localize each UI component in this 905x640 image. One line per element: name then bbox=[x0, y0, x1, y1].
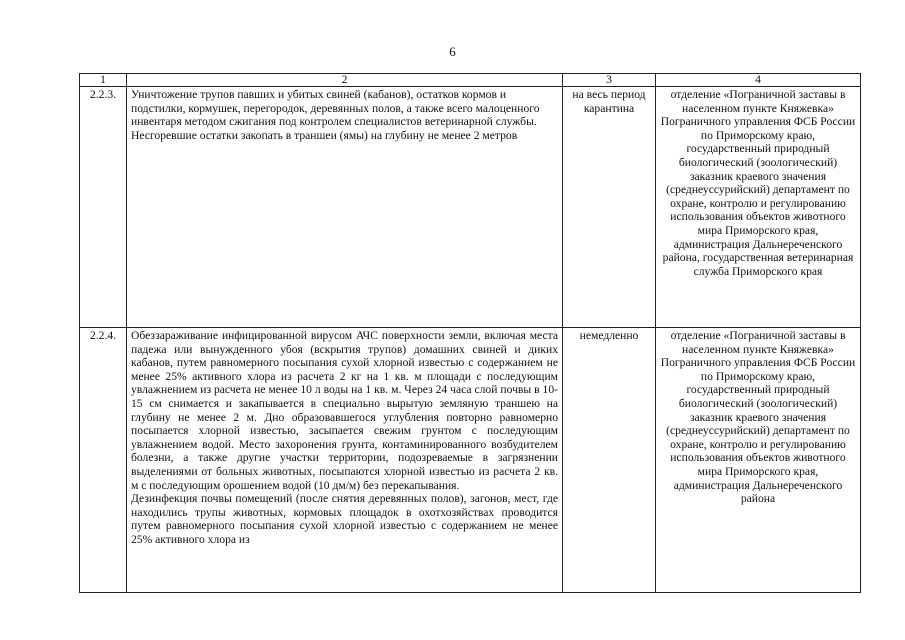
table-header-row bbox=[80, 74, 861, 87]
execution-period: немедленно bbox=[563, 328, 656, 593]
measure-description bbox=[127, 328, 563, 593]
execution-period: на весь период карантина bbox=[563, 87, 656, 328]
row-number: 2.2.4. bbox=[80, 328, 127, 593]
responsible-parties: отделение «Пограничной заставы в населенном пункте Княжевка» Пограничного управления ФСБ России по Приморскому краю, государственный природный биологический (зоологический) заказник краевого значения (среднеуссурийский) департамент по охране, контролю и регулированию использования объектов животного мира Приморского края, администрация Дальнереченского района bbox=[656, 328, 861, 593]
table-row bbox=[80, 328, 861, 593]
row-number: 2.2.3. bbox=[80, 87, 127, 328]
page-number: 6 bbox=[449, 44, 456, 59]
measures-table bbox=[79, 73, 861, 593]
measure-paragraph-continued: Дезинфекция почвы помещений (после снятия деревянных полов), загонов, мест, где находились трупы животных, кормовых площадок в охотхозяйствах проводится путем равномерного посыпания сухой хлорной известью с содержанием не менее 25% активного хлора из bbox=[131, 492, 558, 546]
measure-description bbox=[127, 87, 563, 328]
header-cell-4: 4 bbox=[656, 74, 861, 87]
responsible-parties: отделение «Пограничной заставы в населенном пункте Княжевка» Пограничного управления ФСБ России по Приморскому краю, государственный природный биологический (зоологический) заказник краевого значения (среднеуссурийский) департамент по охране, контролю и регулированию использования объектов животного мира Приморского края, администрация Дальнереченского района, государственная ветеринарная служба Приморского края bbox=[656, 87, 861, 328]
header-cell-1: 1 bbox=[80, 74, 127, 87]
table-row bbox=[80, 87, 861, 328]
measure-paragraph: Уничтожение трупов павших и убитых свиней (кабанов), остатков кормов и подстилки, кормушек, перегородок, деревянных полов, а также всего малоценного инвентаря методом сжигания под контролем специалистов ветеринарной службы. Несгоревшие остатки закопать в траншеи (ямы) на глубину не менее 2 метров bbox=[131, 88, 540, 142]
header-cell-2: 2 bbox=[127, 74, 563, 87]
measure-paragraph: Обеззараживание инфицированной вирусом АЧС поверхности земли, включая места падежа или вынужденного убоя (вскрытия трупов) домашних свиней и диких кабанов, путем равномерного посыпания сухой хлорной известью с содержанием не менее 25% активного хлора из расчета 2 кг на 1 кв. м площади с последующим увлажнением из расчета не менее 10 л воды на 1 кв. м. Через 24 часа слой почвы в 10-15 см снимается и закапывается в специально вырытую земляную траншею на глубину не менее 2 м. Дно образовавшегося углубления повторно равномерно посыпается хлорной известью, засыпается свежим грунтом с последующим увлажнением водой. Место захоронения грунта, контаминированного возбудителем болезни, а также другие участки территории, подозреваемые в загрязнении выделениями от больных животных, посыпаются хлорной известью из расчета 2 кв. м с последующим орошением водой (10 дм/м) без перекапывания. bbox=[131, 329, 558, 492]
header-cell-3: 3 bbox=[563, 74, 656, 87]
